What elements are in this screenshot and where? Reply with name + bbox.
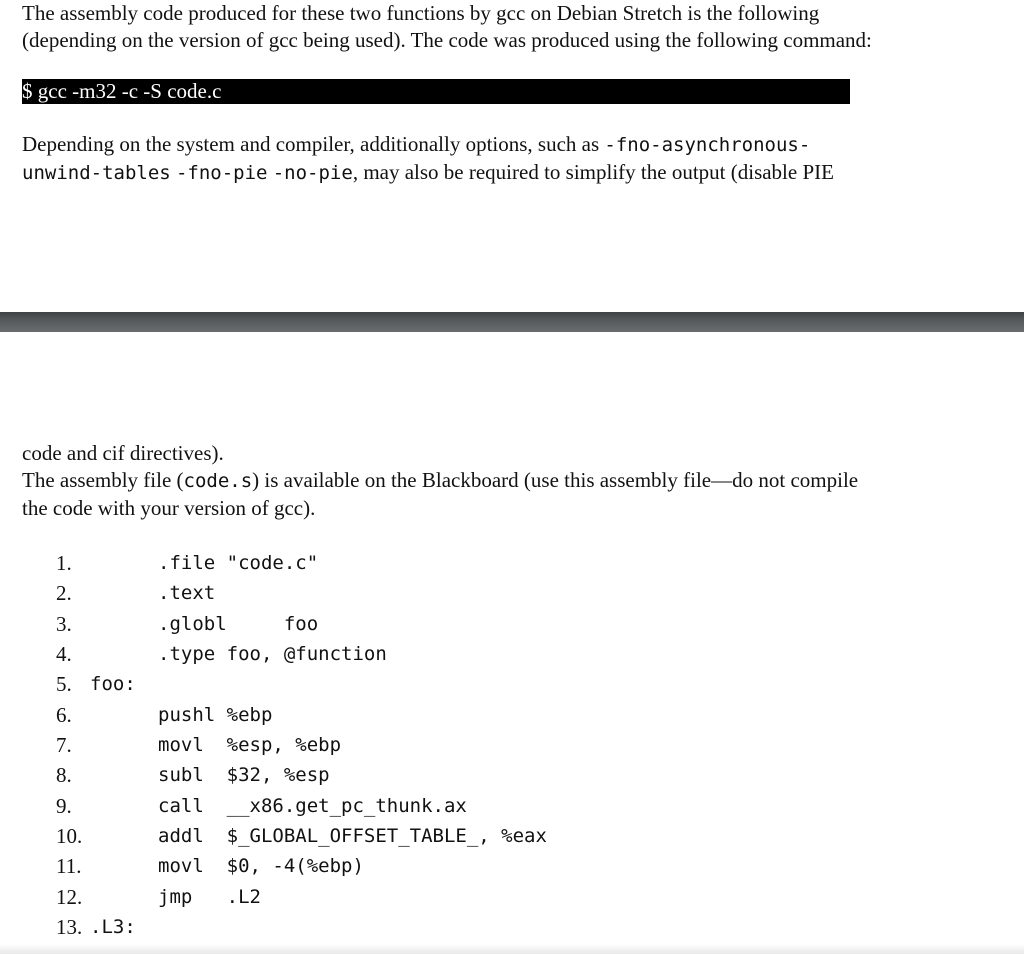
- line-number: 5.: [56, 672, 72, 696]
- continuation-line-3: the code with your version of gcc).: [22, 496, 316, 520]
- code-instruction: .file "code.c": [158, 552, 319, 574]
- code-label: .L3:: [90, 916, 136, 938]
- line-number: 8.: [56, 763, 72, 787]
- code-label: foo:: [90, 673, 136, 695]
- code-line: [0, 851, 1024, 881]
- line-number: 10.: [56, 824, 83, 848]
- code-line: [0, 639, 1024, 669]
- flag-no-pie: -no-pie: [272, 162, 353, 184]
- code-instruction: .text: [158, 582, 216, 604]
- assembly-filename: code.s: [183, 470, 253, 492]
- code-instruction: addl $_GLOBAL_OFFSET_TABLE_, %eax: [158, 825, 547, 847]
- code-instruction: .type foo, @function: [158, 643, 387, 665]
- code-instruction: movl $0, -4(%ebp): [158, 855, 364, 877]
- line-number: 7.: [56, 733, 72, 757]
- line-number: 11.: [56, 854, 82, 878]
- code-line: [0, 669, 1024, 699]
- continuation-line-2-suffix: ) is available on the Blackboard (use this assembly file—do not compile: [252, 468, 859, 492]
- code-line: [0, 700, 1024, 730]
- line-number: 3.: [56, 612, 72, 636]
- code-instruction: call __x86.get_pc_thunk.ax: [158, 795, 467, 817]
- flag-unwind-tables: unwind-tables: [22, 162, 171, 184]
- code-line: [0, 578, 1024, 608]
- code-line: [0, 882, 1024, 912]
- line-number: 4.: [56, 642, 72, 666]
- bottom-fade: [0, 944, 1024, 954]
- code-line: [0, 821, 1024, 851]
- options-paragraph: [22, 131, 984, 187]
- page-divider: [0, 312, 1024, 332]
- line-number: 6.: [56, 703, 72, 727]
- code-instruction: pushl %ebp: [158, 704, 273, 726]
- line-number: 9.: [56, 794, 72, 818]
- code-instruction: subl $32, %esp: [158, 764, 330, 786]
- code-line: [0, 760, 1024, 790]
- line-number: 12.: [56, 885, 83, 909]
- code-line: [0, 609, 1024, 639]
- code-instruction: .globl foo: [158, 613, 319, 635]
- line-number: 2.: [56, 581, 72, 605]
- line-number: 1.: [56, 551, 72, 575]
- continuation-line-1: code and cif directives).: [22, 441, 224, 465]
- line-number: 13.: [56, 915, 83, 939]
- code-line: [0, 791, 1024, 821]
- intro-line-1: The assembly code produced for these two functions by gcc on Debian Stretch is the following: [22, 1, 820, 25]
- options-suffix: , may also be required to simplify the output (disable PIE: [352, 160, 834, 184]
- code-instruction: movl %esp, %ebp: [158, 734, 342, 756]
- code-instruction: jmp .L2: [158, 886, 261, 908]
- options-prefix: Depending on the system and compiler, additionally options, such as: [22, 132, 605, 156]
- code-line: [0, 548, 1024, 578]
- command-block: [22, 79, 850, 104]
- command-text: $ gcc -m32 -c -S code.c: [22, 79, 222, 103]
- continuation-paragraph: [22, 440, 984, 522]
- intro-line-2: (depending on the version of gcc being used). The code was produced using the following command:: [22, 28, 872, 52]
- flag-fno-pie: -fno-pie: [175, 162, 268, 184]
- flag-fno-asynchronous: -fno-asynchronous-: [604, 134, 811, 156]
- code-line: [0, 730, 1024, 760]
- continuation-line-2-prefix: The assembly file (: [22, 468, 184, 492]
- intro-paragraph: [22, 0, 984, 54]
- code-line: [0, 912, 1024, 942]
